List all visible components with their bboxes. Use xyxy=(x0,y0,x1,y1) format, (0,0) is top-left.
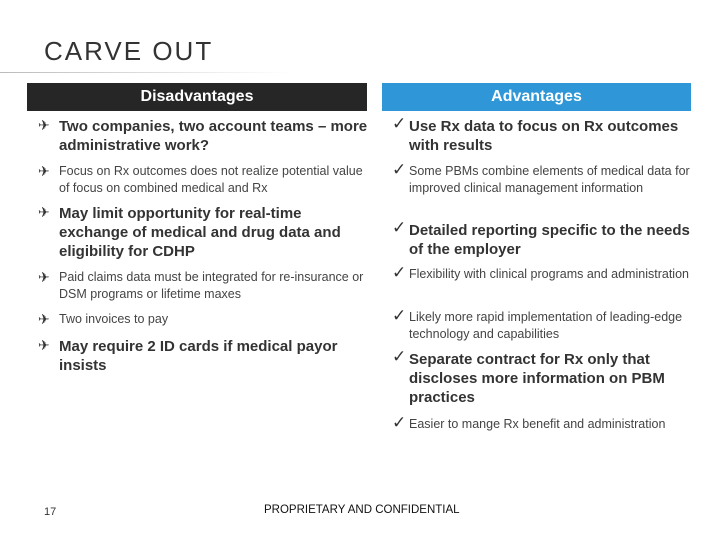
airplane-icon: ✈ xyxy=(38,204,50,220)
disadvantages-header: Disadvantages xyxy=(27,83,367,111)
disadvantage-item: ✈ Focus on Rx outcomes does not realize potential value of focus on combined medical and Rx xyxy=(38,163,363,195)
confidentiality-notice: PROPRIETARY AND CONFIDENTIAL xyxy=(264,504,460,516)
advantage-item: ✓ Use Rx data to focus on Rx outcomes with results xyxy=(392,114,679,154)
advantage-item: ✓ Flexibility with clinical programs and administration xyxy=(392,263,689,282)
advantages-header: Advantages xyxy=(382,83,691,111)
disadvantage-item: ✈ Two companies, two account teams – more administrative work? xyxy=(38,117,368,154)
checkmark-icon: ✓ xyxy=(392,218,407,237)
advantage-item: ✓ Detailed reporting specific to the needs of the employer xyxy=(392,218,690,258)
disadvantage-item: ✈ Paid claims data must be integrated for re-insurance or DSM programs or lifetime maxes xyxy=(38,269,364,301)
airplane-icon: ✈ xyxy=(38,163,50,179)
disadvantage-item: ✈ May limit opportunity for real-time exchange of medical and drug data and eligibility for CDHP xyxy=(38,204,341,260)
page-number: 17 xyxy=(44,506,57,518)
disadvantage-item: ✈ May require 2 ID cards if medical payor insists xyxy=(38,337,338,374)
airplane-icon: ✈ xyxy=(38,117,50,133)
advantage-item: ✓ Some PBMs combine elements of medical data for improved clinical management information xyxy=(392,160,690,195)
airplane-icon: ✈ xyxy=(38,337,50,353)
checkmark-icon: ✓ xyxy=(392,114,407,133)
airplane-icon: ✈ xyxy=(38,269,50,285)
title-divider xyxy=(0,72,290,73)
airplane-icon: ✈ xyxy=(38,311,50,327)
advantage-item: ✓ Likely more rapid implementation of leading-edge technology and capabilities xyxy=(392,306,683,341)
checkmark-icon: ✓ xyxy=(392,263,407,282)
checkmark-icon: ✓ xyxy=(392,347,407,366)
checkmark-icon: ✓ xyxy=(392,160,407,179)
slide-title: CARVE OUT xyxy=(44,36,214,66)
advantage-item: ✓ Easier to mange Rx benefit and administration xyxy=(392,413,666,432)
checkmark-icon: ✓ xyxy=(392,413,407,432)
disadvantage-item: ✈ Two invoices to pay xyxy=(38,311,169,327)
advantage-item: ✓ Separate contract for Rx only that discloses more information on PBM practices xyxy=(392,347,665,406)
checkmark-icon: ✓ xyxy=(392,306,407,325)
